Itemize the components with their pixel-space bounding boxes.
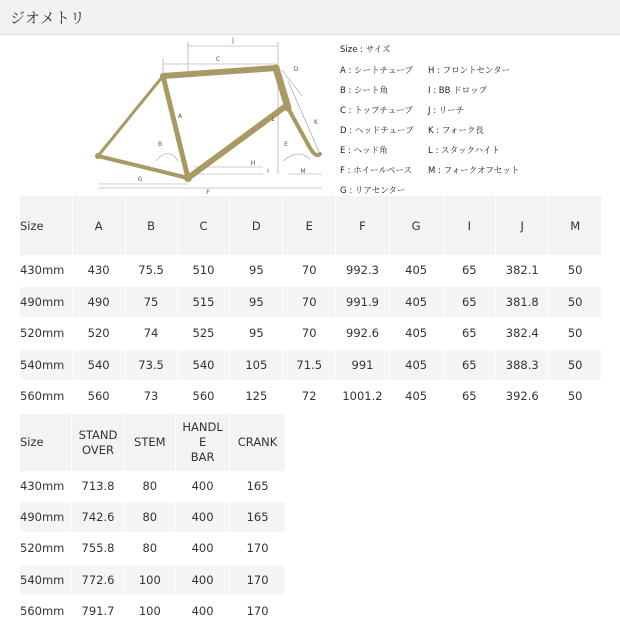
legend-item: L : スタックハイト	[428, 146, 500, 156]
legend-item: D : ヘッドチューブ	[340, 126, 414, 136]
table-header-cell: J	[496, 196, 549, 255]
table-header-cell: Size	[20, 196, 73, 255]
table-cell: 80	[125, 471, 177, 502]
table-cell: 560mm	[20, 596, 72, 627]
header-line: E	[198, 435, 207, 449]
table-cell: 381.8	[496, 287, 549, 319]
table-cell: 540	[73, 350, 126, 382]
table-cell: 540mm	[20, 565, 72, 596]
header-line: BAR	[190, 450, 215, 464]
table-cell: 65	[444, 350, 497, 382]
table-cell: 400	[176, 533, 230, 564]
table-cell: 515	[178, 287, 231, 319]
table-cell: 165	[230, 502, 286, 533]
table-cell: 490mm	[20, 287, 73, 319]
table-cell: 95	[230, 318, 283, 350]
dim-h-label: H	[250, 160, 256, 167]
dim-k-label: K	[314, 119, 318, 126]
table-header-cell: C	[178, 196, 231, 255]
table-cell: 95	[230, 287, 283, 319]
legend-item: G : リアセンター	[340, 186, 406, 196]
table-cell: 991	[336, 350, 390, 382]
legend-item: A : シートチューブ	[340, 66, 413, 76]
table-header-cell	[176, 414, 230, 471]
table-row	[20, 502, 286, 533]
table-cell: 80	[125, 502, 177, 533]
table-cell: 430	[73, 255, 126, 287]
table-row	[20, 596, 286, 627]
legend-item: B : シート角	[340, 86, 389, 96]
dim-e-label: E	[284, 141, 288, 148]
table-header-row	[20, 414, 286, 471]
header-line: OVER	[81, 442, 114, 457]
table-cell: 50	[549, 287, 602, 319]
table-cell: 100	[125, 596, 177, 627]
table-cell: 170	[230, 533, 286, 564]
table-cell: 100	[125, 565, 177, 596]
table-cell: 71.5	[283, 350, 336, 382]
table-cell: 70	[283, 287, 336, 319]
table-cell: 405	[390, 287, 444, 319]
table-cell: 520mm	[20, 318, 73, 350]
table-cell: 170	[230, 565, 286, 596]
table-cell: 170	[230, 596, 286, 627]
table-header-cell: E	[283, 196, 336, 255]
table-cell: 50	[549, 255, 602, 287]
table-header-cell	[125, 414, 177, 471]
table-cell: 400	[176, 596, 230, 627]
table-cell: 992.6	[336, 318, 390, 350]
table-header-cell: G	[390, 196, 444, 255]
table-cell: 80	[125, 533, 177, 564]
dim-l-label: L	[271, 116, 275, 123]
table-cell: 992.3	[336, 255, 390, 287]
header-line: CRANK	[237, 435, 278, 449]
table-row	[20, 287, 602, 319]
table-cell: 560mm	[20, 381, 73, 413]
table-header-cell: A	[73, 196, 126, 255]
header-line: STAND	[78, 427, 118, 442]
table-cell: 540mm	[20, 350, 73, 382]
legend-item: K : フォーク長	[428, 126, 484, 136]
table-row	[20, 318, 602, 350]
dim-g-label: G	[137, 176, 143, 183]
table-cell: 388.3	[496, 350, 549, 382]
dim-d-label: D	[293, 66, 299, 73]
table-cell: 50	[549, 350, 602, 382]
table-cell: 400	[176, 565, 230, 596]
table-cell: 430mm	[20, 255, 73, 287]
header-line: STEM	[134, 435, 166, 449]
header-line: Size	[20, 435, 44, 449]
table-cell: 540	[178, 350, 231, 382]
table-cell: 1001.2	[336, 381, 390, 413]
components-table	[20, 414, 286, 627]
legend-item: Size : サイズ	[340, 45, 391, 55]
table-cell: 560	[73, 381, 126, 413]
table-cell: 70	[283, 318, 336, 350]
section-title: ジオメトリ	[10, 9, 85, 27]
table-cell: 405	[390, 381, 444, 413]
table-header-cell	[72, 414, 124, 471]
dim-m-label: M	[300, 168, 306, 175]
legend-item: I : BB ドロップ	[428, 86, 487, 96]
table-row	[20, 533, 286, 564]
table-cell: 382.4	[496, 318, 549, 350]
legend-item: C : トップチューブ	[340, 106, 413, 116]
table-header-cell: F	[336, 196, 390, 255]
table-cell: 772.6	[72, 565, 124, 596]
table-cell: 560	[178, 381, 231, 413]
table-cell: 713.8	[72, 471, 124, 502]
table-cell: 50	[549, 381, 602, 413]
table-cell: 65	[444, 381, 497, 413]
table-cell: 525	[178, 318, 231, 350]
table-cell: 755.8	[72, 533, 124, 564]
dim-i-label: I	[267, 168, 269, 175]
table-cell: 392.6	[496, 381, 549, 413]
legend-item: H : フロントセンター	[428, 66, 511, 76]
table-row	[20, 565, 286, 596]
legend-item: M : フォークオフセット	[428, 166, 520, 176]
table-cell: 510	[178, 255, 231, 287]
table-cell: 400	[176, 471, 230, 502]
table-cell: 991.9	[336, 287, 390, 319]
table-cell: 490	[73, 287, 126, 319]
table-cell: 65	[444, 318, 497, 350]
table-cell: 95	[230, 255, 283, 287]
dim-j-label: J	[232, 37, 234, 44]
geometry-table	[20, 196, 602, 413]
table-header-cell: I	[444, 196, 497, 255]
table-cell: 490mm	[20, 502, 72, 533]
table-cell: 405	[390, 350, 444, 382]
table-row	[20, 471, 286, 502]
header-line: HANDL	[182, 420, 223, 434]
table-cell: 791.7	[72, 596, 124, 627]
table-cell: 165	[230, 471, 286, 502]
geometry-legend	[340, 43, 620, 203]
table-header-cell: M	[549, 196, 602, 255]
table-cell: 430mm	[20, 471, 72, 502]
table-header-row	[20, 196, 602, 255]
table-row	[20, 255, 602, 287]
table-header-cell	[230, 414, 286, 471]
table-cell: 382.1	[496, 255, 549, 287]
table-cell: 70	[283, 255, 336, 287]
table-cell: 74	[126, 318, 178, 350]
dim-a-label: A	[177, 113, 183, 120]
table-cell: 50	[549, 318, 602, 350]
table-header-cell: B	[126, 196, 178, 255]
table-cell: 400	[176, 502, 230, 533]
table-cell: 65	[444, 287, 497, 319]
table-cell: 65	[444, 255, 497, 287]
dim-f-label: F	[206, 189, 210, 196]
legend-item: F : ホイールベース	[340, 166, 413, 176]
table-row	[20, 350, 602, 382]
table-cell: 405	[390, 255, 444, 287]
table-row	[20, 381, 602, 413]
section-header	[0, 0, 620, 35]
frame-geometry-diagram	[88, 36, 338, 196]
table-cell: 75	[126, 287, 178, 319]
legend-item: E : ヘッド角	[340, 146, 388, 156]
table-cell: 105	[230, 350, 283, 382]
table-cell: 125	[230, 381, 283, 413]
table-cell: 75.5	[126, 255, 178, 287]
table-cell: 405	[390, 318, 444, 350]
table-cell: 520mm	[20, 533, 72, 564]
dim-c-label: C	[215, 56, 221, 63]
legend-item: J : リーチ	[428, 106, 465, 116]
table-cell: 73.5	[126, 350, 178, 382]
table-header-cell: D	[230, 196, 283, 255]
table-cell: 520	[73, 318, 126, 350]
table-cell: 72	[283, 381, 336, 413]
table-cell: 742.6	[72, 502, 124, 533]
table-header-cell	[20, 414, 72, 471]
dim-b-label: B	[157, 141, 163, 148]
table-cell: 73	[126, 381, 178, 413]
